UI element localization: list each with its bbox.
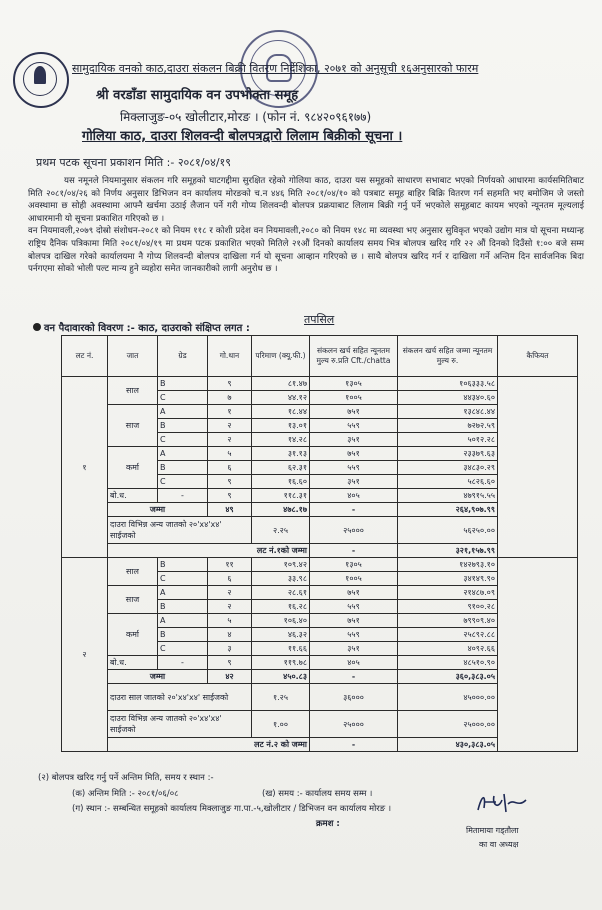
- table-row: B २ १६.२८ ५५९ ९१००.२८: [62, 600, 578, 614]
- species-cell: कर्मा: [108, 614, 158, 656]
- signer-role: का वा अध्यक्ष: [479, 840, 519, 849]
- group-address: मिक्लाजुङ-०५ खोलीटार,मोरङ । (फोन नं. ९८४२०९६१७७): [120, 110, 372, 124]
- remarks-cell: [498, 558, 578, 752]
- footnote-deadline-date: (क) अन्तिम मिति :- २०८१/०६/०८: [72, 789, 179, 799]
- species-cell: साज: [108, 405, 158, 447]
- col-lot-no: लट नं.: [62, 336, 108, 377]
- remarks-cell: [498, 377, 578, 558]
- lot-total-row: लट नं.१को जम्मा - ३२१,१५७.९९: [62, 544, 578, 558]
- table-row: C २ १४.२८ ३५१ ५०१२.२८: [62, 433, 578, 447]
- footnote-2: (२) बोलपत्र खरिद गर्नु पर्ने अन्तिम मिति, समय र स्थान :-: [38, 773, 214, 783]
- table-row: B ४ ४६.३२ ५५९ २५८९२.८८: [62, 628, 578, 642]
- table-row: C ७ ४४.१२ १००५ ४४३४०.६०: [62, 391, 578, 405]
- footnote-deadline-time: (ख) समय :- कार्यालय समय सम्म ।: [262, 789, 373, 799]
- species-cell: साल: [108, 377, 158, 405]
- table-row: कर्मा A ५ १०६.४० ७५१ ७९९०९.४०: [62, 614, 578, 628]
- col-unit-price: संकलन खर्च सहित न्यूनतम मुल्य रु.प्रति Cft./chatta: [310, 336, 398, 377]
- group-name: श्री वरडाँडा सामुदायिक वन उपभोक्ता समूह: [96, 88, 299, 103]
- col-log-count: गो.थान: [208, 336, 252, 377]
- species-cell: साज: [108, 586, 158, 614]
- publish-date: प्रथम पटक सूचना प्रकाशन मिति :- २०८१/०४/१९: [36, 156, 231, 169]
- species-cell: बो.ध.: [108, 489, 158, 503]
- table-row: २ साल B ११ १०९.४२ १३०५ १४२७९३.१०: [62, 558, 578, 572]
- form-reference-line: सामुदायिक वनको काठ,दाउरा संकलन बिक्री वितरण निर्देशिका, २०७१ को अनुसूची १६अनुसारको फारम: [72, 62, 479, 75]
- lot-number: १: [62, 377, 108, 558]
- lot-number: २: [62, 558, 108, 752]
- forest-product-table: लट नं. जात ग्रेड गो.थान परिमाण (क्यू.फी.) संकलन खर्च सहित न्यूनतम मुल्य रु.प्रति Cft./chatta संकलन खर्च सहित जम्मा न्यूनतम मुल्य रु. कैफियत १ साल B ९ ८१.४७ १३०५ १०६३३३.५८ C ७ ४४.१२ १००५ ४४३४०.६० साज A १ १८.४४ ७५१ १३८४८.४४ B २ १३.०१ ५५९ ७२७२.५९ C २ १४.२८ ३५१ ५०१२.२८ कर्मा A ५ ३१.१३ ७५१ २३३७९.६३ B ६ ६२.३१ ५५९ ३४८३०.२९ C ९ १६.६० ३५१ ५८२६.६० बो.ध. - ९ ११८.३१ ४०५ ४७९१५.५५ जम्मा ४९ ४७८.१७ - २६४,९०७.९९ दाउरा विभिन्न अन्य जातको २०'x४'x४' साईजको २.२५ २५००० ५६२५०.०० लट नं.१को जम्मा - ३२१,१५७.९९ २ साल B ११ १०९.४२ १३०५ १४२७९३.१० C ६ ३३.९८ १००५ ३४१४९.९० साज A २ २८.६१ ७५१ २१४८७.०९ B २ १६.२८ ५५९ ९१००.२८ कर्मा A ५ १०६.४० ७५१ ७९९०९.४० B ४ ४६.३२ ५५९ २५८९२.८८ C ३ ११.६६ ३५१ ४०९२.६६ बो.ध. - ९ ११९.७८ ४०५ ४८५१०.९० जम्मा ४२ ४५०.८३ - ३६०,३८३.०५ दाउरा साल जातको २०'x४'x४' साईजको १.२५ ३६००० ४५०००.०० दाउरा विभिन्न अन्य जातको २०'x४'x४' साईजको १.०० २५००० २५०००.०० लट नं.२ को जम्मा - ४३०,३८३.०५: [61, 335, 578, 752]
- bullet-icon: [33, 323, 41, 331]
- species-cell: बो.ध.: [108, 656, 158, 670]
- col-total-price: संकलन खर्च सहित जम्मा न्यूनतम मुल्य रु.: [398, 336, 498, 377]
- table-row: C ६ ३३.९८ १००५ ३४१४९.९०: [62, 572, 578, 586]
- table-row: B २ १३.०१ ५५९ ७२७२.५९: [62, 419, 578, 433]
- table-row: कर्मा A ५ ३१.१३ ७५१ २३३७९.६३: [62, 447, 578, 461]
- notice-body: [28, 175, 584, 276]
- community-forest-logo-icon: [13, 52, 69, 108]
- signature-icon: [474, 790, 530, 816]
- lot-total-row: लट नं.२ को जम्मा - ४३०,३८३.०५: [62, 738, 578, 752]
- col-quantity: परिमाण (क्यू.फी.): [252, 336, 310, 377]
- col-species: जात: [108, 336, 158, 377]
- footnote-location: (ग) स्थान :- सम्बन्धित समूहको कार्यालय मिक्लाजुङ गा.पा.-५,खोलीटार / डिभिजन वन कार्यालय मोरङ ।: [72, 804, 392, 814]
- section-title: वन पैदावारको विवरण :- काठ, दाउराको संक्षिप्त लगत :: [44, 323, 250, 334]
- table-row: बो.ध. - ९ ११८.३१ ४०५ ४७९१५.५५: [62, 489, 578, 503]
- subtotal-row: जम्मा ४९ ४७८.१७ - २६४,९०७.९९: [62, 503, 578, 517]
- table-row: C ३ ११.६६ ३५१ ४०९२.६६: [62, 642, 578, 656]
- schedule-heading: तपसिल: [304, 313, 335, 326]
- table-row: C ९ १६.६० ३५१ ५८२६.६०: [62, 475, 578, 489]
- species-cell: कर्मा: [108, 447, 158, 489]
- table-row: साज A १ १८.४४ ७५१ १३८४८.४४: [62, 405, 578, 419]
- signer-name: मितामाया गड्‍तौला: [466, 826, 519, 835]
- col-grade: ग्रेड: [158, 336, 208, 377]
- col-remarks: कैफियत: [498, 336, 578, 377]
- notice-paragraph-1: यस नमूनले नियमानुसार संकलन गरि समूहको घाटगद्दीमा सुरक्षित रहेको गोलिया काठ, दाउरा यस समूहको साधारण सभाबाट भएको निर्णयको आधारमा कार्यसमितिबाट मिति २०८१/०४/२६ को निर्णय अनुसार डिभिजन वन कार्यालय मोरङको च.न ४४६ मिति २०८१/०४/१० को पत्रबाट समूह बाहिर बिक्रि वितरण गर्न सहमति भए बमोजिम जे जस्तो अवस्थामा छ सोही अवस्थामा आफ्नै खर्चमा उठाई लैजान पर्ने गरी गोप्य शिलवन्दी बोलपत्र प्रक्रयाबाट लिलाम बिक्री गर्नु पर्ने भएकोले समूहबाट कायम भएको न्यूनतम मूल्यलाई आधारमानी यो सूचना प्रकाशित गरिएको छ ।: [28, 176, 584, 224]
- continued-label: क्रमश :: [316, 819, 340, 829]
- notice-title: गोलिया काठ, दाउरा शिलवन्दी बोलपत्रद्वारो लिलाम बिक्रीको सूचना ।: [82, 129, 403, 144]
- table-row: बो.ध. - ९ ११९.७८ ४०५ ४८५१०.९०: [62, 656, 578, 670]
- notice-paragraph-2: वन नियमावली,२०७९ दोस्रो संशोधन-२०८१ को नियम ११८ र कोशी प्रदेश वन नियमावली,२०८० को नियम १४८ मा व्यवस्था भए अनुसार सुविकृत भएको उद्योग मात्र यो सूचना मध्यान्ह राष्ट्रिय दैनिक पत्रिकामा मिति २०८१/०४/१९ मा प्रथम पटक प्रकाशित भएको मितिले २१औं दिनको कार्यालय समय भित्र बोलपत्र खरिद गरि २२ औं दिनको दिउँसो १:०० बजे सम्म बोलपत्र दाखिल गरेको कार्यालयमा नै गोप्य शिलवन्दी बोलपत्र दाखिला गर्न यो सूचना आव्हान गरिएको छ । साथै बोलपत्र खरिद गर्न र दाखिला गर्ने अन्तिम दिन सार्वजनिक बिदा पर्नगएमा सोको भोली पल्ट मान्य हुने व्यहोरा समेत जानकारीको लागी अनुरोध छ ।: [28, 226, 584, 275]
- table-row: B ६ ६२.३१ ५५९ ३४८३०.२९: [62, 461, 578, 475]
- table-row: १ साल B ९ ८१.४७ १३०५ १०६३३३.५८: [62, 377, 578, 391]
- subtotal-row: जम्मा ४२ ४५०.८३ - ३६०,३८३.०५: [62, 670, 578, 684]
- species-cell: साल: [108, 558, 158, 586]
- table-header-row: [62, 336, 578, 377]
- table-row: साज A २ २८.६१ ७५१ २१४८७.०९: [62, 586, 578, 600]
